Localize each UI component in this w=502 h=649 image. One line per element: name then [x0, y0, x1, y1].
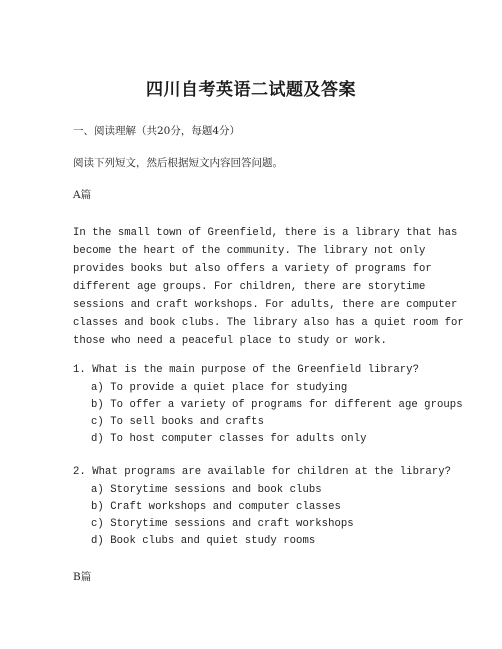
q2-option-c: c) Storytime sessions and craft workshops	[91, 518, 354, 530]
passage-b-label: B篇	[73, 571, 92, 583]
q1-option-d: d) To host computer classes for adults only	[91, 433, 367, 445]
passage-a-label: A篇	[73, 189, 92, 201]
q1-option-b: b) To offer a variety of programs for different age groups	[91, 399, 463, 411]
question-2: 2. What programs are available for children at the library?	[73, 466, 452, 478]
document-title: 四川自考英语二试题及答案	[146, 80, 356, 100]
passage-a-line: In the small town of Greenfield, there is a library that has	[73, 227, 458, 239]
passage-a-line: become the heart of the community. The library not only	[73, 245, 426, 257]
passage-a-line: classes and book clubs. The library also has a quiet room for	[73, 317, 464, 329]
passage-a-line: sessions and craft workshops. For adults, there are computer	[73, 299, 458, 311]
passage-a-line: different age groups. For children, there are storytime	[73, 281, 426, 293]
passage-a-line: those who need a peaceful place to study or work.	[73, 335, 387, 347]
q2-option-d: d) Book clubs and quiet study rooms	[91, 535, 316, 547]
passage-a-line: provides books but also offers a variety of programs for	[73, 263, 432, 275]
instructions-text: 阅读下列短文，然后根据短文内容回答问题。	[73, 157, 283, 169]
q2-option-b: b) Craft workshops and computer classes	[91, 501, 341, 513]
q1-option-c: c) To sell books and crafts	[91, 416, 264, 428]
question-1: 1. What is the main purpose of the Greenfield library?	[73, 364, 419, 376]
section-heading: 一、阅读理解（共20分，每题4分）	[73, 125, 241, 137]
q1-option-a: a) To provide a quiet place for studying	[91, 382, 348, 394]
q2-option-a: a) Storytime sessions and book clubs	[91, 484, 322, 496]
